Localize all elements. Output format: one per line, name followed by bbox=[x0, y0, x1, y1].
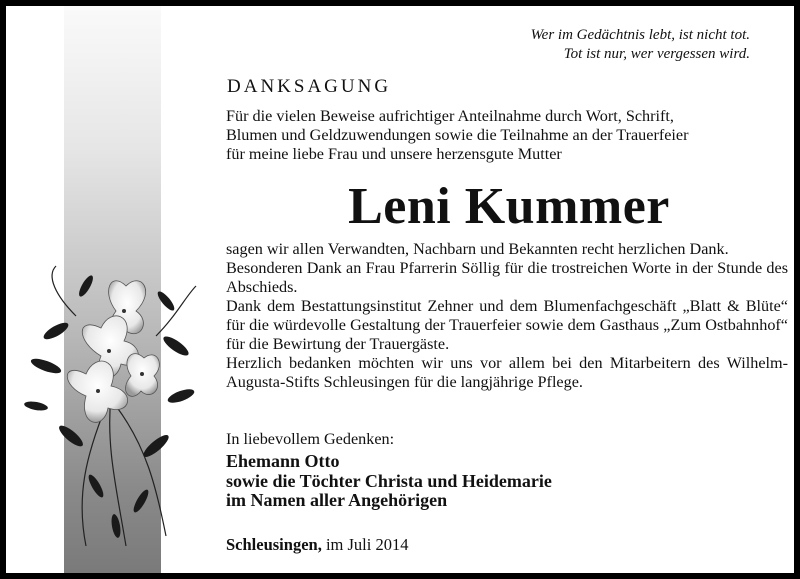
motto-line-1: Wer im Gedächtnis lebt, ist nicht tot. bbox=[530, 27, 750, 43]
care-paragraph: Herzlich bedanken möchten wir uns vor allem bei den Mitarbeitern des Wilhelm-Augusta-Stifts Schleusingen für die langjährige Pflege. bbox=[226, 354, 788, 391]
pastor-paragraph: Besonderen Dank an Frau Pfarrerin Söllig für die trostreichen Worte in der Stunde des Abschieds. bbox=[226, 259, 788, 296]
motto-quote bbox=[531, 26, 750, 64]
intro-line-3: für meine liebe Frau und unsere herzensgute Mutter bbox=[226, 145, 562, 163]
heading-danksagung: DANKSAGUNG bbox=[227, 76, 392, 97]
intro-line-1: Für die vielen Beweise aufrichtiger Anteilnahme durch Wort, Schrift, bbox=[226, 107, 674, 125]
services-paragraph: Dank dem Bestattungsinstitut Zehner und dem Blumenfachgeschäft „Blatt & Blüte“ für die würdevolle Gestaltung der Trauerfeier sowie dem Gasthaus „Zum Ostbahnhof“ für die Bewirtung der Trauergäste. bbox=[226, 297, 788, 353]
signatory-line-2: sowie die Töchter Christa und Heidemarie bbox=[226, 470, 552, 491]
place-name: Schleusingen, bbox=[226, 535, 322, 554]
lily-bouquet-image bbox=[16, 256, 206, 556]
date-text: im Juli 2014 bbox=[325, 535, 409, 554]
closing-line: In liebevollem Gedenken: bbox=[226, 430, 395, 448]
signatory-line-3: im Namen aller Angehörigen bbox=[226, 490, 448, 510]
place-and-date bbox=[226, 535, 408, 555]
signatory-line-1: Ehemann Otto bbox=[226, 451, 340, 471]
intro-line-2: Blumen und Geldzuwendungen sowie die Teilnahme an der Trauerfeier bbox=[226, 126, 689, 144]
signatories bbox=[226, 452, 552, 511]
motto-line-2: Tot ist nur, wer vergessen wird. bbox=[563, 46, 750, 62]
body-text bbox=[226, 240, 788, 392]
thanks-paragraph: sagen wir allen Verwandten, Nachbarn und Bekannten recht herzlichen Dank. bbox=[226, 240, 729, 258]
intro-paragraph bbox=[226, 107, 788, 164]
deceased-name: Leni Kummer bbox=[348, 178, 670, 235]
